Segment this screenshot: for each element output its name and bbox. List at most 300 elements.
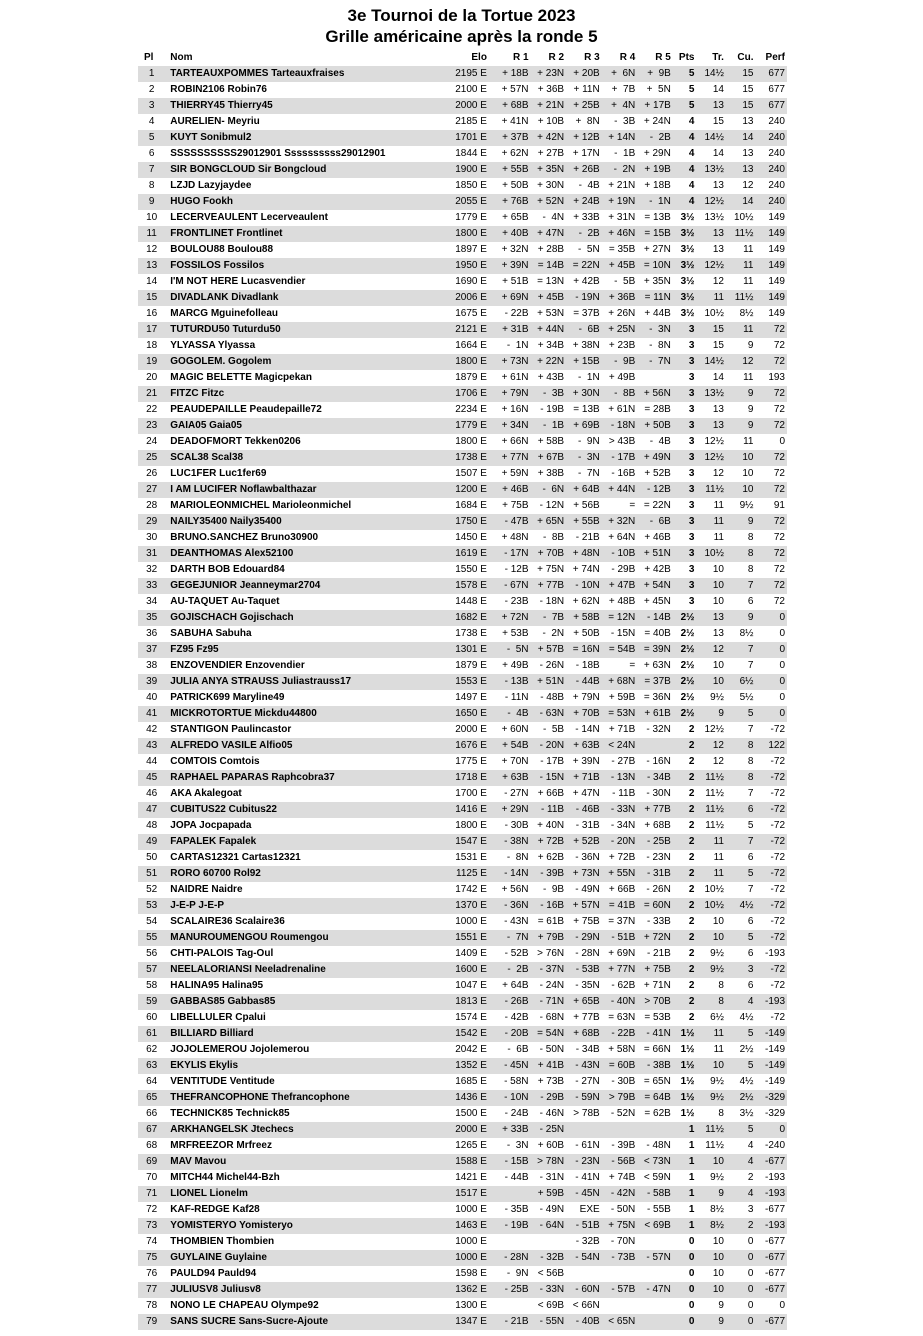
cell-points: 2½ <box>673 674 697 690</box>
table-row <box>138 498 787 514</box>
cell-tiebreak-tr: 11 <box>713 852 724 863</box>
cell-r5: - 21B <box>646 948 671 959</box>
cell-r5: + 5N <box>646 84 671 95</box>
cell-r2: + 38B <box>537 468 565 479</box>
table-row <box>138 946 787 962</box>
cell-name: MITCH44 Michel44-Bzh <box>170 1172 280 1183</box>
cell-r1: - 3N <box>506 1140 529 1151</box>
cell-performance: -72 <box>755 930 787 946</box>
table-row <box>138 1170 787 1186</box>
cell-tiebreak-tr: 10 <box>696 674 726 690</box>
cell-r2: + 22N <box>531 354 567 370</box>
cell-r1: - 58N <box>504 1076 529 1087</box>
cell-elo: 1000 E <box>455 916 487 927</box>
cell-performance: 0 <box>779 628 785 639</box>
cell-r3: - 21B <box>575 532 600 543</box>
cell-r5 <box>637 1234 673 1250</box>
cell-elo: 1551 E <box>443 930 495 946</box>
cell-r4: + 49B <box>608 372 636 383</box>
cell-performance: -72 <box>770 980 785 991</box>
cell-r1: - 20B <box>495 1026 531 1042</box>
cell-r5: + 51N <box>637 546 673 562</box>
cell-r4: + 6N <box>602 66 638 82</box>
cell-r5: + 61B <box>637 706 673 722</box>
cell-r1: - 6B <box>507 1044 529 1055</box>
cell-r5: + 42B <box>644 564 671 575</box>
cell-name: MARIOLEONMICHEL Marioleonmichel <box>170 500 352 511</box>
cell-tiebreak-cu: 11 <box>743 436 754 447</box>
cell-points: 3½ <box>680 276 695 287</box>
cell-r1: - 26B <box>495 994 531 1010</box>
cell-tiebreak-cu: 4 <box>747 1140 754 1151</box>
table-row <box>138 1106 787 1122</box>
cell-performance: 149 <box>755 226 787 242</box>
cell-name: TECHNICK85 Technick85 <box>170 1108 290 1119</box>
cell-tiebreak-tr: 9½ <box>710 1076 724 1087</box>
cell-elo: 1900 E <box>443 162 495 178</box>
cell-place: 72 <box>146 1204 158 1215</box>
cell-r3: + 57N <box>566 898 602 914</box>
cell-r4: + 26N <box>608 308 636 319</box>
cell-r5: = 60N <box>637 898 673 914</box>
cell-r3: - 18B <box>575 660 600 671</box>
cell-name: NAIDRE Naidre <box>170 884 243 895</box>
cell-place: 70 <box>146 1172 158 1183</box>
cell-r1: + 56N <box>501 884 529 895</box>
cell-points: 0 <box>673 1314 697 1330</box>
table-row <box>138 274 787 290</box>
column-header-r3: R 3 <box>584 52 600 63</box>
cell-tiebreak-tr: 10½ <box>704 884 724 895</box>
cell-r2: - 18N <box>539 596 565 607</box>
cell-place: 62 <box>146 1044 158 1055</box>
cell-r1: + 68B <box>495 98 531 114</box>
cell-r2: - 32B <box>531 1250 567 1266</box>
cell-r2: + 42N <box>531 130 567 146</box>
cell-r4 <box>602 1266 638 1282</box>
cell-points: 3 <box>673 546 697 562</box>
cell-elo: 1448 E <box>455 596 487 607</box>
cell-tiebreak-cu: 10 <box>742 468 754 479</box>
cell-r5: + 50B <box>637 418 673 434</box>
table-row <box>138 354 787 370</box>
cell-elo: 1682 E <box>443 610 495 626</box>
cell-r1: + 48N <box>501 532 529 543</box>
cell-tiebreak-cu: 12 <box>726 354 756 370</box>
table-row <box>138 194 787 210</box>
cell-r5: - 38B <box>637 1058 673 1074</box>
cell-performance: 122 <box>755 738 787 754</box>
cell-r3: EXE <box>579 1204 600 1215</box>
cell-r5: < 73N <box>637 1154 673 1170</box>
cell-r2: - 19B <box>540 404 565 415</box>
cell-r4: + 61N <box>608 404 636 415</box>
table-row <box>138 1298 787 1314</box>
cell-elo: 1416 E <box>443 802 495 818</box>
cell-points: 3½ <box>673 226 697 242</box>
cell-place: 8 <box>148 180 155 191</box>
cell-r2: + 59B <box>531 1186 567 1202</box>
cell-r5: = 13B <box>644 212 671 223</box>
cell-tiebreak-cu: 5 <box>726 1026 756 1042</box>
cell-name: JOJOLEMEROU Jojolemerou <box>170 1044 310 1055</box>
cell-tiebreak-cu: 2½ <box>739 1044 754 1055</box>
cell-elo: 1950 E <box>443 258 495 274</box>
cell-r2: + 47N <box>531 226 567 242</box>
table-row <box>138 146 787 162</box>
cell-r2: + 67B <box>531 450 567 466</box>
table-row <box>138 1042 787 1058</box>
cell-r3: - 4B <box>578 180 600 191</box>
cell-tiebreak-tr: 12 <box>712 756 724 767</box>
cell-performance: -677 <box>755 1154 787 1170</box>
cell-place: 59 <box>138 994 165 1010</box>
cell-tiebreak-tr: 14½ <box>696 66 726 82</box>
cell-r3: + 56B <box>573 500 600 511</box>
table-row <box>138 594 787 610</box>
cell-points: 4 <box>688 148 695 159</box>
cell-points: 3 <box>688 404 695 415</box>
cell-r4: - 9B <box>602 354 638 370</box>
cell-performance: 240 <box>755 194 787 210</box>
cell-elo: 1600 E <box>443 962 495 978</box>
cell-r4: - 15N <box>610 628 636 639</box>
cell-r5: + 52B <box>644 468 671 479</box>
cell-name: J-E-P J-E-P <box>165 898 442 914</box>
column-header-r4: R 4 <box>619 52 636 63</box>
cell-r4: - 50N <box>610 1204 636 1215</box>
cell-place: 9 <box>138 194 165 210</box>
cell-tiebreak-cu: 9½ <box>739 500 754 511</box>
cell-elo: 1553 E <box>443 674 495 690</box>
cell-r5: - 7N <box>637 354 673 370</box>
cell-name: NONO LE CHAPEAU Olympe92 <box>170 1300 319 1311</box>
cell-points: 4 <box>688 116 695 127</box>
cell-r1: - 1N <box>506 340 529 351</box>
cell-tiebreak-cu: 5 <box>726 706 756 722</box>
cell-performance: 72 <box>773 532 785 543</box>
cell-r5: - 34B <box>637 770 673 786</box>
cell-place: 43 <box>138 738 165 754</box>
cell-elo: 1352 E <box>443 1058 495 1074</box>
cell-r3: - 19N <box>566 290 602 306</box>
cell-tiebreak-tr: 13 <box>696 98 726 114</box>
cell-performance: 72 <box>755 386 787 402</box>
cell-r4: = 53N <box>602 706 638 722</box>
cell-elo: 1000 E <box>443 1250 495 1266</box>
table-row <box>138 674 787 690</box>
cell-r2: = 13N <box>537 276 565 287</box>
cell-elo: 1578 E <box>443 578 495 594</box>
cell-tiebreak-tr: 10 <box>712 660 724 671</box>
cell-r5: - 3N <box>637 322 673 338</box>
cell-r4: - 29B <box>611 564 636 575</box>
cell-tiebreak-tr: 11½ <box>696 1122 726 1138</box>
cell-points: 2 <box>688 724 695 735</box>
cell-r5: + 77B <box>637 802 673 818</box>
cell-r2: - 71N <box>531 994 567 1010</box>
cell-tiebreak-tr: 9 <box>696 1186 726 1202</box>
cell-r1: - 19B <box>495 1218 531 1234</box>
cell-r2: - 11B <box>531 802 567 818</box>
cell-r2: + 65N <box>531 514 567 530</box>
cell-elo: 2000 E <box>455 724 487 735</box>
cell-r3: - 59N <box>566 1090 602 1106</box>
cell-elo: 2055 E <box>443 194 495 210</box>
cell-r5: = 62B <box>644 1108 671 1119</box>
cell-r5: + 56N <box>637 386 673 402</box>
cell-place: 56 <box>146 948 158 959</box>
cell-r2: + 66B <box>537 788 565 799</box>
cell-r1: - 44B <box>504 1172 529 1183</box>
table-row <box>138 402 787 418</box>
cell-elo: 1000 E <box>455 1236 487 1247</box>
cell-r2: - 15N <box>531 770 567 786</box>
cell-r5: < 69B <box>637 1218 673 1234</box>
cell-elo: 1619 E <box>443 546 495 562</box>
cell-elo: 1897 E <box>455 244 487 255</box>
cell-r5 <box>637 738 673 754</box>
cell-r1: - 35B <box>504 1204 529 1215</box>
cell-tiebreak-tr: 10½ <box>704 308 724 319</box>
table-row <box>138 1218 787 1234</box>
cell-name: MARCG Mguinefolleau <box>170 308 279 319</box>
cell-points: 2½ <box>673 642 697 658</box>
table-row <box>138 514 787 530</box>
cell-performance: -72 <box>755 802 787 818</box>
table-row <box>138 418 787 434</box>
cell-elo: 1742 E <box>455 884 487 895</box>
cell-r1: - 14N <box>495 866 531 882</box>
cell-r5: - 25B <box>637 834 673 850</box>
table-row <box>138 1074 787 1090</box>
cell-tiebreak-cu: 0 <box>726 1314 756 1330</box>
cell-r1: - 52B <box>504 948 529 959</box>
cell-elo: 1574 E <box>455 1012 487 1023</box>
cell-r5: = 22N <box>643 500 671 511</box>
cell-r3: + 68B <box>566 1026 602 1042</box>
cell-place: 24 <box>146 436 158 447</box>
cell-elo: 1000 E <box>455 1204 487 1215</box>
cell-r3: = 16N <box>566 642 602 658</box>
cell-points: 0 <box>688 1300 695 1311</box>
cell-points: 3 <box>673 386 697 402</box>
cell-tiebreak-tr: 9 <box>696 706 726 722</box>
cell-name: RAPHAEL PAPARAS Raphcobra37 <box>165 770 442 786</box>
cell-performance: 677 <box>755 66 787 82</box>
cell-name: I'M NOT HERE Lucasvendier <box>170 276 306 287</box>
column-header-tr: Tr. <box>712 52 724 63</box>
table-row <box>138 994 787 1010</box>
cell-r1: + 37B <box>495 130 531 146</box>
cell-tiebreak-cu: 8½ <box>739 308 754 319</box>
table-row <box>138 482 787 498</box>
cell-tiebreak-cu: 7 <box>726 578 756 594</box>
cell-elo: 1690 E <box>455 276 487 287</box>
cell-performance: 149 <box>768 308 785 319</box>
cell-r1: - 5N <box>495 642 531 658</box>
cell-tiebreak-cu: 7 <box>747 788 754 799</box>
cell-r4: + 72B <box>608 852 636 863</box>
cell-r3: - 60N <box>566 1282 602 1298</box>
cell-tiebreak-tr: 11 <box>713 500 724 511</box>
cell-r4: - 70N <box>610 1236 636 1247</box>
cell-tiebreak-cu: 6½ <box>726 674 756 690</box>
cell-tiebreak-cu: 4 <box>726 994 756 1010</box>
cell-r3: + 52B <box>566 834 602 850</box>
table-row <box>138 1090 787 1106</box>
cell-r2: + 10B <box>537 116 565 127</box>
cell-elo: 1738 E <box>455 628 487 639</box>
cell-name: CHTI-PALOIS Tag-Oul <box>170 948 274 959</box>
cell-r3: + 71B <box>566 770 602 786</box>
table-row <box>138 882 787 898</box>
cell-place: 50 <box>146 852 158 863</box>
cell-name: SANS SUCRE Sans-Sucre-Ajoute <box>165 1314 442 1330</box>
cell-tiebreak-cu: 2½ <box>726 1090 756 1106</box>
cell-r1: + 50B <box>502 180 529 191</box>
cell-r2: + 23N <box>531 66 567 82</box>
cell-place: 58 <box>146 980 158 991</box>
cell-r5 <box>637 1266 673 1282</box>
table-row <box>138 210 787 226</box>
cell-points: 3½ <box>680 244 695 255</box>
cell-place: 60 <box>146 1012 158 1023</box>
table-row <box>138 306 787 322</box>
cell-r5: - 16N <box>646 756 671 767</box>
cell-elo: 1362 E <box>443 1282 495 1298</box>
cell-performance: 72 <box>755 514 787 530</box>
cell-elo: 1047 E <box>455 980 487 991</box>
cell-place: 75 <box>138 1250 165 1266</box>
cell-performance: 240 <box>755 130 787 146</box>
cell-tiebreak-cu: 11 <box>743 372 754 383</box>
cell-r5: + 19B <box>637 162 673 178</box>
cell-r2: - 17B <box>540 756 565 767</box>
cell-r3: - 9N <box>578 436 600 447</box>
cell-tiebreak-tr: 14 <box>712 148 724 159</box>
cell-place: 1 <box>138 66 165 82</box>
column-header-pl: Pl <box>144 52 154 63</box>
cell-elo: 1685 E <box>455 1076 487 1087</box>
cell-tiebreak-cu: 8 <box>747 564 754 575</box>
cell-r4: + 68N <box>602 674 638 690</box>
cell-r2: + 45B <box>531 290 567 306</box>
cell-tiebreak-tr: 11 <box>696 834 726 850</box>
cell-r5: - 31B <box>637 866 673 882</box>
cell-r3: + 74N <box>572 564 600 575</box>
cell-r3: + 63B <box>566 738 602 754</box>
cell-r1: + 49B <box>502 660 529 671</box>
cell-r4: + 71B <box>608 724 636 735</box>
cell-tiebreak-tr: 11 <box>713 532 724 543</box>
cell-tiebreak-cu: 9 <box>726 386 756 402</box>
cell-r1: - 24B <box>504 1108 529 1119</box>
cell-r5: = 64B <box>637 1090 673 1106</box>
cell-tiebreak-tr: 15 <box>712 340 724 351</box>
cell-tiebreak-cu: 6 <box>747 948 754 959</box>
cell-performance: 149 <box>755 290 787 306</box>
cell-r4: - 56B <box>602 1154 638 1170</box>
cell-tiebreak-tr: 9½ <box>710 948 724 959</box>
cell-r1: - 10N <box>495 1090 531 1106</box>
cell-points: 2½ <box>680 692 695 703</box>
cell-r1: + 29N <box>495 802 531 818</box>
cell-name: FOSSILOS Fossilos <box>165 258 442 274</box>
page-title: 3e Tournoi de la Tortue 2023 <box>347 6 576 25</box>
cell-performance: -72 <box>770 724 785 735</box>
table-row <box>138 658 787 674</box>
cell-name: THIERRY45 Thierry45 <box>165 98 442 114</box>
cell-place: 65 <box>138 1090 165 1106</box>
cell-r4: = 35B <box>608 244 636 255</box>
cell-points: 2 <box>673 770 697 786</box>
cell-tiebreak-tr: 11½ <box>705 1140 724 1151</box>
cell-elo: 1409 E <box>455 948 487 959</box>
cell-tiebreak-cu: 13 <box>742 148 754 159</box>
cell-performance: 72 <box>773 596 785 607</box>
cell-elo: 1301 E <box>443 642 495 658</box>
cell-points: 1½ <box>673 1026 697 1042</box>
cell-r3: - 46B <box>566 802 602 818</box>
cell-place: 48 <box>146 820 158 831</box>
column-header-cu: Cu. <box>737 52 754 63</box>
cell-r1: - 23B <box>504 596 529 607</box>
cell-r3: + 47N <box>572 788 600 799</box>
cell-performance: 72 <box>755 578 787 594</box>
cell-r2: + 77B <box>531 578 567 594</box>
cell-tiebreak-cu: 5 <box>747 820 754 831</box>
cell-place: 79 <box>138 1314 165 1330</box>
cell-place: 22 <box>146 404 158 415</box>
cell-elo: 1675 E <box>455 308 487 319</box>
cell-r3: - 6B <box>566 322 602 338</box>
cell-place: 29 <box>138 514 165 530</box>
cell-points: 4 <box>673 162 697 178</box>
cell-name: DEANTHOMAS Alex52100 <box>165 546 442 562</box>
cell-r1: + 54B <box>495 738 531 754</box>
cell-r4: - 40N <box>602 994 638 1010</box>
cell-r4: + 64N <box>608 532 636 543</box>
cell-elo: 1879 E <box>455 372 487 383</box>
cell-r1: + 59N <box>501 468 529 479</box>
cell-r3: - 45N <box>566 1186 602 1202</box>
cell-points: 1½ <box>680 1108 695 1119</box>
table-row <box>138 1010 787 1026</box>
cell-r1: + 65B <box>502 212 529 223</box>
cell-tiebreak-cu: 11½ <box>726 290 756 306</box>
cell-points: 2½ <box>673 610 697 626</box>
cell-r4: - 3B <box>614 116 636 127</box>
cell-tiebreak-tr: 10½ <box>696 546 726 562</box>
cell-elo: 1706 E <box>443 386 495 402</box>
cell-r2: - 1B <box>531 418 567 434</box>
cell-name: JULIA ANYA STRAUSS Juliastrauss17 <box>165 674 442 690</box>
table-row <box>138 834 787 850</box>
table-row <box>138 82 787 98</box>
cell-r5: - 30N <box>646 788 671 799</box>
cell-r4: + 23B <box>608 340 636 351</box>
cell-r3: - 40B <box>566 1314 602 1330</box>
cell-place: 20 <box>146 372 158 383</box>
cell-name: LECERVEAULENT Lecerveaulent <box>170 212 328 223</box>
cell-r3: - 23N <box>566 1154 602 1170</box>
table-row <box>138 1282 787 1298</box>
cell-r1: - 67N <box>495 578 531 594</box>
column-header-r2: R 2 <box>548 52 565 63</box>
cell-r5: + 68B <box>644 820 671 831</box>
cell-r2: - 31N <box>539 1172 565 1183</box>
